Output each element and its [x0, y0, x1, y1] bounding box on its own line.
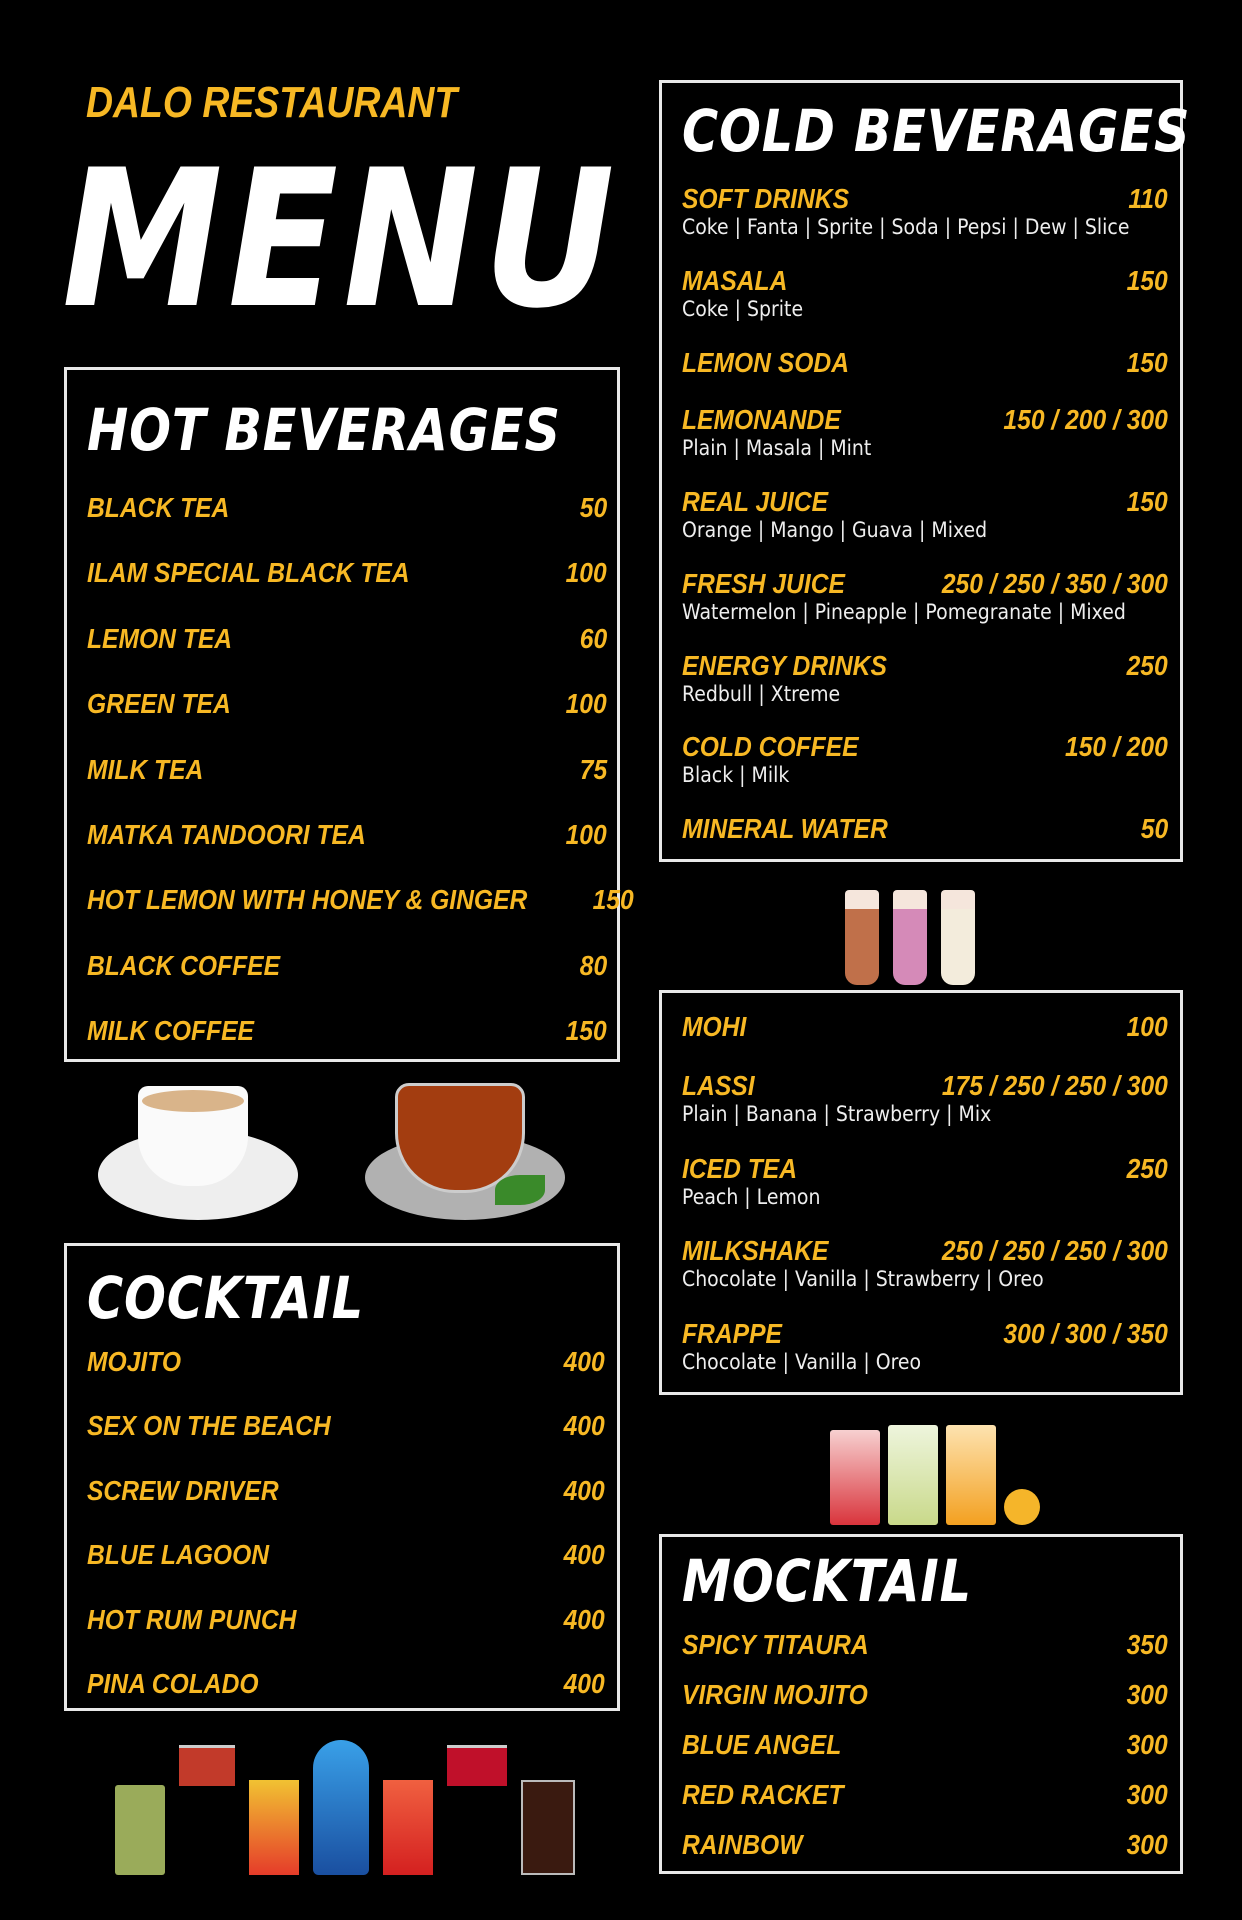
- menu-item: [682, 347, 1168, 379]
- menu-item: [682, 650, 1168, 706]
- item-name: LEMONANDE: [682, 404, 841, 436]
- menu-item: [87, 754, 607, 786]
- menu-item: [87, 819, 607, 851]
- item-price: 50: [1140, 813, 1168, 844]
- item-options: Chocolate | Vanilla | Strawberry | Oreo: [682, 1267, 1044, 1292]
- cocktail-section: [64, 1243, 620, 1711]
- item-price: 150 / 200 / 300: [1003, 404, 1168, 436]
- black-tea-cup-image: [365, 1075, 565, 1235]
- item-name: MILK TEA: [87, 753, 204, 785]
- menu-item: [87, 1346, 605, 1378]
- menu-item: [87, 1668, 605, 1700]
- item-name: RAINBOW: [682, 1829, 803, 1860]
- item-name: BLUE ANGEL: [682, 1729, 842, 1760]
- menu-item: [682, 1679, 1168, 1711]
- item-name: BLACK COFFEE: [87, 949, 281, 981]
- milk-tea-cup-image: [98, 1080, 298, 1230]
- menu-item: [87, 688, 607, 720]
- menu-item: [87, 557, 607, 589]
- item-price: 60: [579, 622, 607, 654]
- item-price: 150: [592, 884, 635, 916]
- item-price: 150: [1126, 346, 1168, 378]
- item-name: MASALA: [682, 264, 788, 296]
- item-price: 100: [565, 557, 607, 589]
- item-options: Coke | Fanta | Sprite | Soda | Pepsi | Dew | Slice: [682, 215, 1130, 239]
- item-name: LASSI: [682, 1069, 755, 1101]
- item-price: 250: [1126, 649, 1168, 681]
- item-price: 150: [1126, 264, 1168, 296]
- item-options: Redbull | Xtreme: [682, 681, 841, 706]
- item-name: HOT LEMON WITH HONEY & GINGER: [87, 884, 528, 916]
- item-name: LEMON SODA: [682, 346, 850, 378]
- item-price: 175 / 250 / 250 / 300: [941, 1069, 1168, 1101]
- item-price: 400: [563, 1539, 605, 1571]
- item-name: SOFT DRINKS: [682, 183, 850, 214]
- menu-item: [87, 1475, 605, 1507]
- item-name: LEMON TEA: [87, 622, 233, 654]
- menu-item: [87, 1604, 605, 1636]
- menu-item: [682, 1729, 1168, 1761]
- item-name: VIRGIN MOJITO: [682, 1679, 868, 1710]
- item-name: ENERGY DRINKS: [682, 649, 887, 681]
- milkshake-glasses-image: [845, 875, 995, 985]
- mocktail-glasses-image: [830, 1410, 1050, 1525]
- item-name: MOJITO: [87, 1346, 182, 1377]
- item-price: 150 / 200: [1065, 731, 1168, 763]
- hot-beverages-section: [64, 367, 635, 1062]
- mocktail-section: [659, 1534, 1183, 1874]
- item-price: 400: [563, 1474, 605, 1506]
- item-options: Peach | Lemon: [682, 1184, 821, 1209]
- menu-item: [682, 1070, 1168, 1126]
- menu-item: [682, 1779, 1168, 1811]
- menu-item: [682, 1829, 1168, 1861]
- item-price: 250 / 250 / 250 / 300: [941, 1235, 1168, 1267]
- section-heading: MOCKTAIL: [682, 1547, 972, 1615]
- menu-item: [682, 1235, 1168, 1291]
- menu-item: [682, 1011, 1168, 1043]
- cocktail-glasses-image: [115, 1730, 575, 1875]
- item-price: 80: [579, 949, 607, 981]
- menu-item: [682, 265, 1168, 321]
- item-name: GREEN TEA: [87, 688, 231, 720]
- item-name: MOHI: [682, 1011, 747, 1042]
- item-price: 300: [1126, 1729, 1168, 1760]
- item-options: Plain | Banana | Strawberry | Mix: [682, 1101, 992, 1126]
- item-options: Plain | Masala | Mint: [682, 436, 872, 461]
- item-name: BLACK TEA: [87, 492, 230, 523]
- menu-item: [87, 492, 607, 524]
- item-price: 150: [565, 1015, 607, 1046]
- menu-item: [682, 1153, 1168, 1209]
- item-name: HOT RUM PUNCH: [87, 1603, 297, 1635]
- item-price: 300: [1126, 1779, 1168, 1810]
- menu-title: MENU: [62, 129, 620, 350]
- menu-item: [682, 1318, 1168, 1374]
- item-price: 250: [1126, 1152, 1168, 1184]
- section-heading: COCKTAIL: [87, 1264, 364, 1332]
- item-name: FRAPPE: [682, 1318, 782, 1349]
- item-price: 350: [1126, 1629, 1168, 1660]
- menu-item: [87, 1015, 607, 1047]
- item-price: 100: [565, 818, 607, 850]
- item-options: Chocolate | Vanilla | Oreo: [682, 1350, 922, 1374]
- item-options: Black | Milk: [682, 763, 790, 788]
- item-name: ICED TEA: [682, 1152, 798, 1184]
- item-price: 300: [1126, 1829, 1168, 1860]
- menu-item: [682, 486, 1168, 542]
- item-name: PINA COLADO: [87, 1667, 259, 1699]
- item-name: MILKSHAKE: [682, 1235, 829, 1267]
- item-options: Orange | Mango | Guava | Mixed: [682, 518, 988, 542]
- item-name: MILK COFFEE: [87, 1015, 254, 1046]
- item-price: 400: [563, 1410, 605, 1442]
- section-heading: HOT BEVERAGES: [87, 396, 561, 464]
- menu-item: [87, 1539, 605, 1571]
- item-price: 300: [1126, 1679, 1168, 1710]
- item-name: ILAM SPECIAL BLACK TEA: [87, 557, 410, 589]
- item-price: 100: [1126, 1011, 1168, 1042]
- item-name: MINERAL WATER: [682, 813, 888, 844]
- menu-item: [87, 884, 635, 916]
- cold-beverages-section: [659, 80, 1191, 862]
- menu-item: [682, 183, 1168, 239]
- item-price: 110: [1128, 183, 1168, 214]
- item-price: 300 / 300 / 350: [1003, 1318, 1168, 1349]
- item-price: 100: [565, 688, 607, 720]
- menu-item: [682, 731, 1168, 787]
- item-price: 400: [563, 1603, 605, 1635]
- item-price: 75: [579, 753, 607, 785]
- menu-item: [682, 404, 1168, 460]
- item-price: 400: [563, 1346, 605, 1377]
- section-heading: COLD BEVERAGES: [682, 97, 1191, 165]
- item-name: REAL JUICE: [682, 486, 829, 517]
- item-name: SEX ON THE BEACH: [87, 1410, 331, 1442]
- menu-item: [682, 813, 1168, 845]
- item-name: SCREW DRIVER: [87, 1474, 279, 1506]
- item-price: 50: [579, 492, 607, 523]
- item-price: 250 / 250 / 350 / 300: [941, 567, 1168, 599]
- item-options: Coke | Sprite: [682, 296, 804, 321]
- menu-item: [682, 1629, 1168, 1661]
- item-name: BLUE LAGOON: [87, 1539, 270, 1571]
- item-price: 150: [1126, 486, 1168, 517]
- menu-item: [87, 950, 607, 982]
- item-name: RED RACKET: [682, 1779, 844, 1810]
- item-price: 400: [563, 1667, 605, 1699]
- restaurant-name: DALO RESTAURANT: [86, 78, 458, 127]
- shakes-section: [659, 990, 1183, 1395]
- menu-item: [87, 623, 607, 655]
- item-name: MATKA TANDOORI TEA: [87, 818, 366, 850]
- menu-item: [87, 1410, 605, 1442]
- menu-item: [682, 568, 1168, 624]
- item-name: SPICY TITAURA: [682, 1629, 869, 1660]
- item-name: COLD COFFEE: [682, 731, 859, 763]
- item-options: Watermelon | Pineapple | Pomegranate | Mixed: [682, 599, 1126, 624]
- item-name: FRESH JUICE: [682, 567, 845, 599]
